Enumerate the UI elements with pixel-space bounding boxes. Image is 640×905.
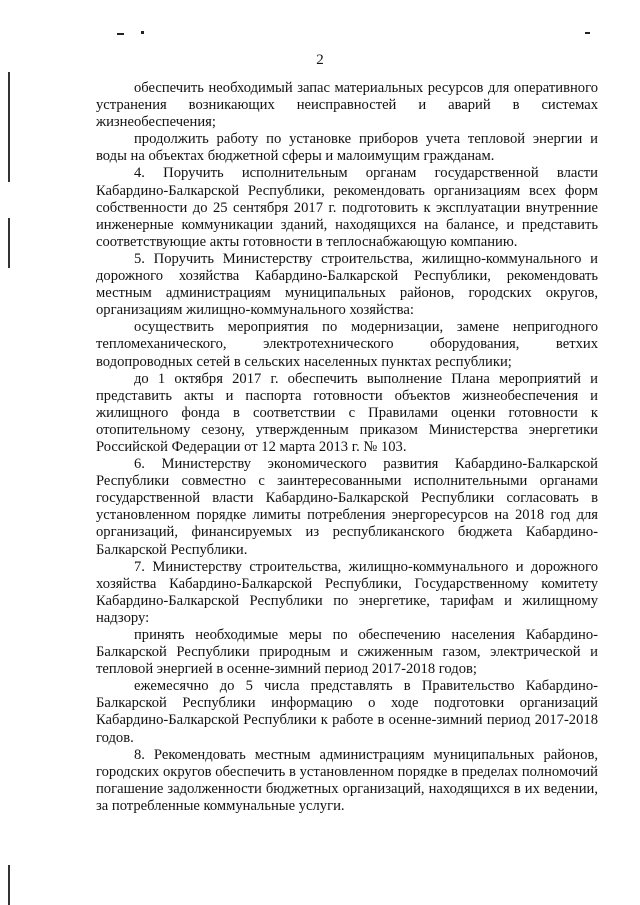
paragraph: 4. Поручить исполнительным органам государственной власти Кабардино-Балкарской Республики, рекомендовать организациям всех форм собственности до 25 сентября 2017 г. подготовить к эксплуатации внутренние инженерные коммуникации зданий, находящихся на балансе, и представить соответствующие акты готовности в теплоснабжающую компанию.	[96, 165, 598, 250]
paragraph: осуществить мероприятия по модернизации, замене непригодного тепломеханического, электротехнического оборудования, ветхих водопроводных сетей в сельских населенных пунктах республики;	[96, 319, 598, 370]
document-body	[96, 80, 598, 815]
scan-edge-line-bottom	[8, 865, 10, 905]
page-number: 2	[316, 52, 324, 68]
scan-edge-line-middle	[8, 218, 10, 268]
paragraph: 8. Рекомендовать местным администрациям муниципальных районов, городских округов обеспечить в установленном порядке в пределах полномочий погашение задолженности бюджетных организаций, находящихся в их ведении, за потребленные коммунальные услуги.	[96, 746, 598, 814]
paragraph: 6. Министерству экономического развития Кабардино-Балкарской Республики совместно с заинтересованными исполнительными органами государственной власти Кабардино-Балкарской Республики согласовать в установленном порядке лимиты потребления энергоресурсов на 2018 год для организаций, финансируемых из республиканского бюджета Кабардино-Балкарской Республики.	[96, 456, 598, 558]
scan-mark-left-dot	[141, 31, 144, 34]
paragraph: принять необходимые меры по обеспечению населения Кабардино-Балкарской Республики природным и сжиженным газом, электрической и тепловой энергией в осенне-зимний период 2017-2018 годов;	[96, 627, 598, 678]
paragraph: 7. Министерству строительства, жилищно-коммунального и дорожного хозяйства Кабардино-Балкарской Республики, Государственному комитету Кабардино-Балкарской Республики по энергетике, тарифам и жилищному надзору:	[96, 558, 598, 626]
paragraph: продолжить работу по установке приборов учета тепловой энергии и воды на объектах бюджетной сферы и малоимущим гражданам.	[96, 131, 598, 165]
scan-mark-right	[585, 32, 590, 34]
paragraph: ежемесячно до 5 числа представлять в Правительство Кабардино-Балкарской Республики информацию о ходе подготовки организаций Кабардино-Балкарской Республики к работе в осенне-зимний период 2017-2018 годов.	[96, 678, 598, 746]
paragraph: до 1 октября 2017 г. обеспечить выполнение Плана мероприятий и представить акты и паспорта готовности объектов жизнеобеспечения и жилищного фонда в соответствии с Правилами оценки готовности к отопительному сезону, утвержденным приказом Министерства энергетики Российской Федерации от 12 марта 2013 г. № 103.	[96, 370, 598, 455]
scan-edge-line-top	[8, 72, 10, 182]
scan-mark-left	[117, 33, 124, 35]
paragraph: 5. Поручить Министерству строительства, жилищно-коммунального и дорожного хозяйства Кабардино-Балкарской Республики, рекомендовать местным администрациям муниципальных районов, городских округов, организациям жилищно-коммунального хозяйства:	[96, 250, 598, 319]
paragraph: обеспечить необходимый запас материальных ресурсов для оперативного устранения возникающих неисправностей и аварий в системах жизнеобеспечения;	[96, 80, 598, 131]
